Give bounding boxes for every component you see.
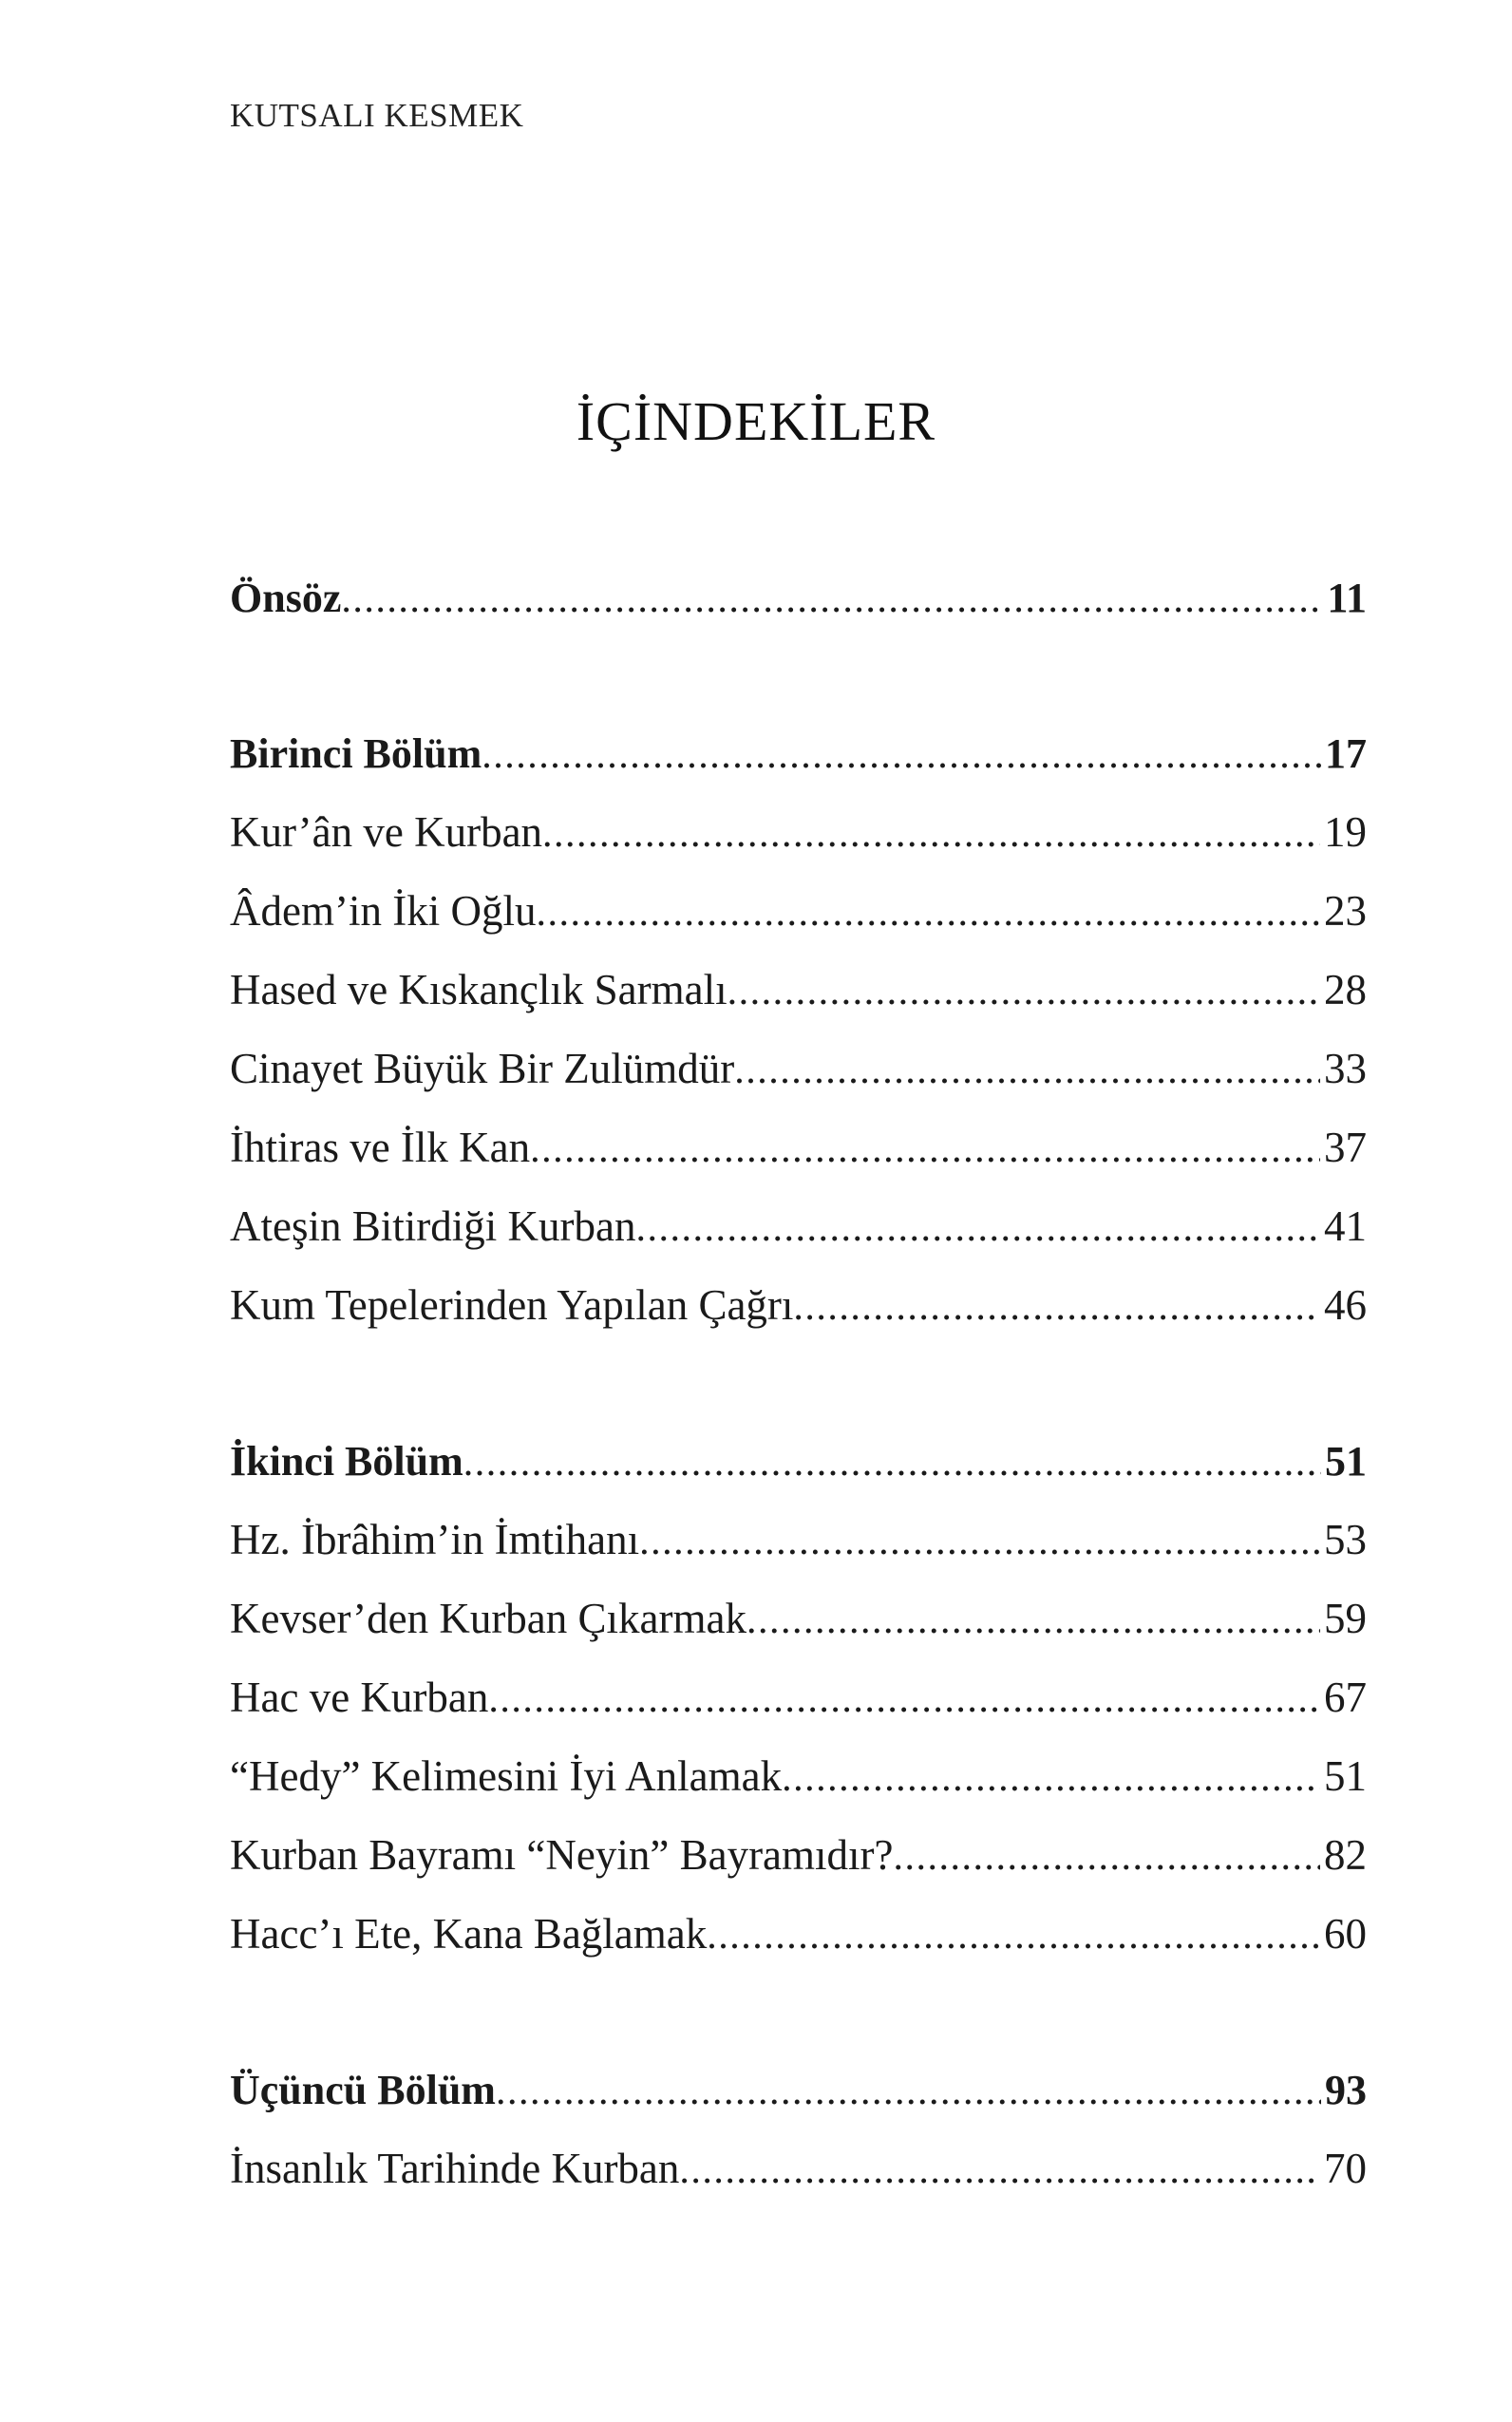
toc-entry-label: Birinci Bölüm — [230, 730, 482, 777]
toc-entry-label: Hased ve Kıskançlık Sarmalı — [230, 966, 728, 1013]
dot-leader — [542, 795, 1320, 874]
dot-leader — [782, 1739, 1320, 1818]
toc-entry[interactable] — [230, 1501, 1367, 1580]
toc-entry-page: 37 — [1324, 1124, 1367, 1171]
toc-entry-label: Hac ve Kurban — [230, 1674, 489, 1721]
toc-entry-label: Ateşin Bitirdiği Kurban — [230, 1202, 636, 1250]
dot-leader — [728, 953, 1320, 1031]
toc-entry-page: 17 — [1325, 730, 1367, 777]
dot-leader — [536, 874, 1320, 953]
toc-entry-label: Hacc’ı Ete, Kana Bağlamak — [230, 1910, 708, 1958]
toc-entry-page: 70 — [1324, 2145, 1367, 2192]
toc-entry[interactable] — [230, 1658, 1367, 1737]
running-header: KUTSALI KESMEK — [230, 97, 524, 134]
toc-entry-label: Kurban Bayramı “Neyin” Bayramıdır? — [230, 1831, 894, 1879]
toc-section-preface — [230, 558, 1367, 637]
dot-leader — [463, 1424, 1321, 1503]
toc-entry-label: Kevser’den Kurban Çıkarmak — [230, 1595, 747, 1642]
toc-entry-page: 46 — [1324, 1281, 1367, 1329]
toc-entry-page: 28 — [1324, 966, 1367, 1013]
toc-entry[interactable] — [230, 1895, 1367, 1974]
toc-section-chapter-1 — [230, 714, 1367, 1345]
toc-entry[interactable] — [230, 1108, 1367, 1187]
toc-entry-label: İnsanlık Tarihinde Kurban — [230, 2145, 680, 2192]
toc-entry-page: 33 — [1324, 1045, 1367, 1092]
dot-leader — [341, 560, 1323, 639]
toc-entry[interactable] — [230, 1816, 1367, 1895]
toc-entry[interactable] — [230, 951, 1367, 1030]
dot-leader — [496, 2053, 1321, 2131]
toc-entry-chapter[interactable] — [230, 2051, 1367, 2129]
toc-entry-label: Kum Tepelerinden Yapılan Çağrı — [230, 1281, 794, 1329]
toc-entry-label: Önsöz — [230, 575, 342, 621]
toc-entry-chapter[interactable] — [230, 714, 1367, 793]
toc-entry-label: Üçüncü Bölüm — [230, 2067, 496, 2113]
dot-leader — [639, 1503, 1320, 1581]
toc-entry-label: Kur’ân ve Kurban — [230, 808, 543, 856]
table-of-contents — [230, 558, 1367, 2285]
toc-entry-label: Hz. İbrâhim’in İmtihanı — [230, 1516, 640, 1563]
dot-leader — [734, 1031, 1320, 1110]
toc-entry-page: 82 — [1324, 1831, 1367, 1879]
toc-entry-page: 93 — [1325, 2067, 1367, 2113]
page-title: İÇİNDEKİLER — [576, 390, 936, 452]
dot-leader — [894, 1818, 1321, 1897]
toc-entry[interactable] — [230, 1187, 1367, 1266]
dot-leader — [679, 2131, 1320, 2210]
toc-entry-label: Cinayet Büyük Bir Zulümdür — [230, 1045, 735, 1092]
toc-entry-page: 19 — [1324, 808, 1367, 856]
toc-entry-page: 67 — [1324, 1674, 1367, 1721]
toc-entry-label: İkinci Bölüm — [230, 1438, 463, 1485]
toc-section-chapter-3 — [230, 2051, 1367, 2208]
toc-entry-page: 51 — [1324, 1752, 1367, 1800]
toc-entry-page: 23 — [1324, 887, 1367, 935]
toc-entry[interactable] — [230, 793, 1367, 872]
dot-leader — [530, 1110, 1320, 1189]
dot-leader — [707, 1897, 1320, 1976]
dot-leader — [488, 1660, 1320, 1739]
toc-entry-page: 60 — [1324, 1910, 1367, 1958]
toc-entry[interactable] — [230, 1030, 1367, 1108]
toc-entry-page: 59 — [1324, 1595, 1367, 1642]
toc-section-chapter-2 — [230, 1422, 1367, 1974]
toc-entry[interactable] — [230, 1580, 1367, 1658]
toc-entry-page: 41 — [1324, 1202, 1367, 1250]
dot-leader — [635, 1189, 1320, 1268]
toc-entry[interactable] — [230, 872, 1367, 951]
toc-entry-page: 11 — [1327, 575, 1367, 621]
toc-entry-label: Âdem’in İki Oğlu — [230, 887, 537, 935]
dot-leader — [482, 716, 1321, 795]
toc-entry-chapter[interactable] — [230, 558, 1367, 637]
toc-entry-label: İhtiras ve İlk Kan — [230, 1124, 531, 1171]
toc-entry[interactable] — [230, 1737, 1367, 1816]
dot-leader — [747, 1581, 1320, 1660]
toc-entry[interactable] — [230, 2129, 1367, 2208]
toc-entry[interactable] — [230, 1266, 1367, 1345]
toc-entry-page: 53 — [1324, 1516, 1367, 1563]
toc-entry-label: “Hedy” Kelimesini İyi Anlamak — [230, 1752, 783, 1800]
toc-entry-page: 51 — [1325, 1438, 1367, 1485]
toc-entry-chapter[interactable] — [230, 1422, 1367, 1501]
dot-leader — [793, 1268, 1320, 1347]
